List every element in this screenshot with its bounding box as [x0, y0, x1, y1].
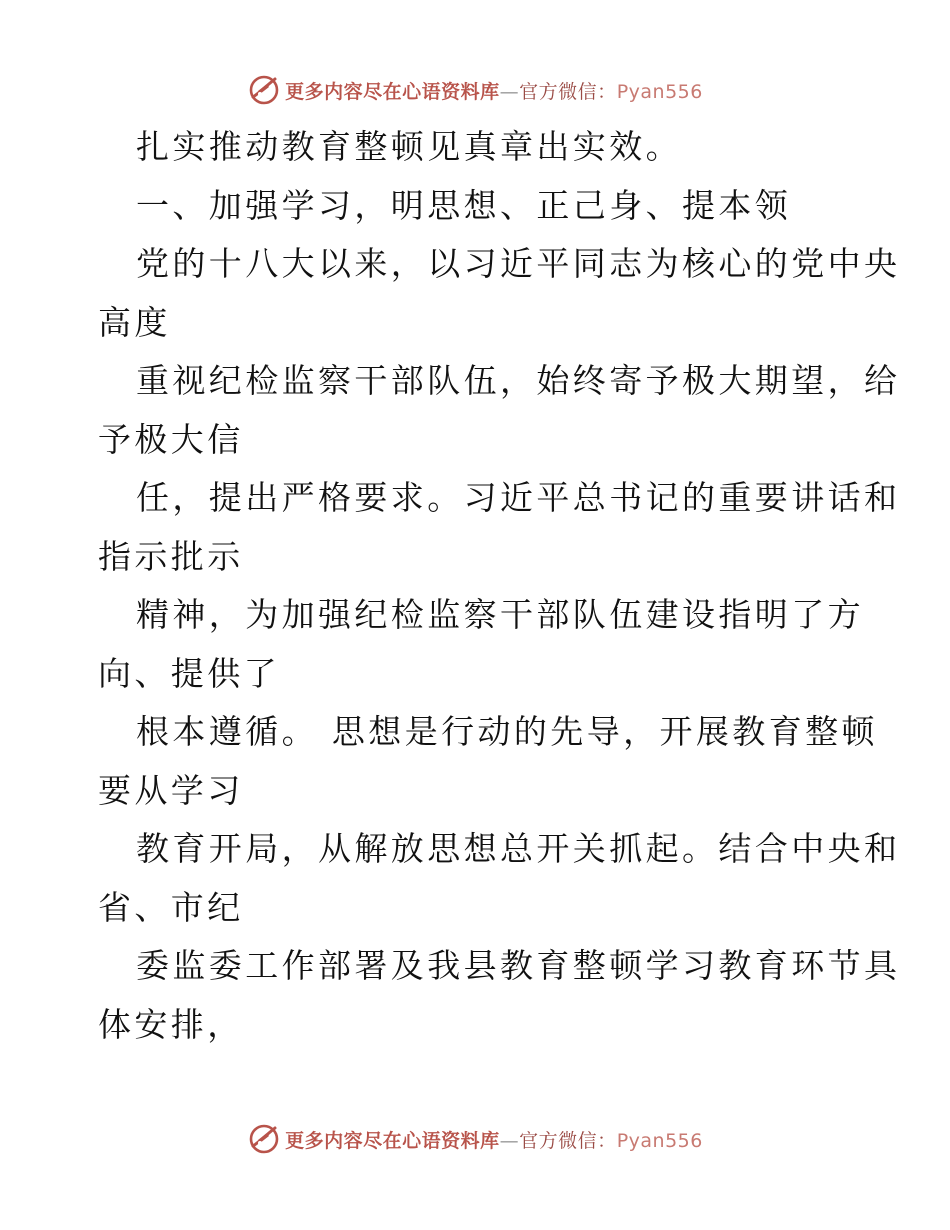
body-line: 重视纪检监察干部队伍，始终寄予极大期望，给	[136, 361, 901, 400]
footer-banner-text	[285, 1126, 703, 1153]
body-line: 教育开局，从解放思想总开关抓起。结合中央和	[136, 829, 901, 868]
header-banner-title: 更多内容尽在心语资料库	[285, 80, 500, 103]
header-wechat-account: Pyan556	[616, 80, 703, 103]
header-banner	[0, 70, 950, 110]
body-line: 扎实推动教育整顿见真章出实效。	[136, 127, 682, 166]
pen-logo-icon	[247, 73, 281, 107]
body-line: 向、提供了	[98, 653, 280, 693]
header-wechat-label: 官方微信：	[519, 80, 617, 103]
body-line: 党的十八大以来，以习近平同志为核心的党中央	[136, 244, 901, 283]
body-line: 要从学习	[98, 770, 244, 810]
body-line: 省、市纪	[98, 887, 244, 927]
document-body	[98, 118, 901, 1054]
body-line: 予极大信	[98, 419, 244, 459]
section-heading: 一、加强学习，明思想、正己身、提本领	[136, 185, 792, 225]
body-line: 精神，为加强纪检监察干部队伍建设指明了方	[136, 595, 864, 634]
header-banner-dash: —	[499, 80, 520, 103]
body-line: 高度	[98, 302, 171, 342]
footer-wechat-label: 官方微信：	[519, 1129, 617, 1152]
body-line: 根本遵循。 思想是行动的先导，开展教育整顿	[136, 712, 878, 751]
footer-banner-title: 更多内容尽在心语资料库	[285, 1129, 500, 1152]
footer-wechat-account: Pyan556	[616, 1129, 703, 1152]
footer-banner-dash: —	[499, 1129, 520, 1152]
body-line: 任，提出严格要求。习近平总书记的重要讲话和	[136, 478, 901, 517]
header-banner-text	[285, 77, 703, 104]
body-line: 指示批示	[98, 536, 244, 576]
footer-banner	[0, 1119, 950, 1159]
body-line: 体安排，	[98, 1004, 244, 1044]
body-line: 委监委工作部署及我县教育整顿学习教育环节具	[136, 946, 901, 985]
pen-logo-icon	[247, 1122, 281, 1156]
